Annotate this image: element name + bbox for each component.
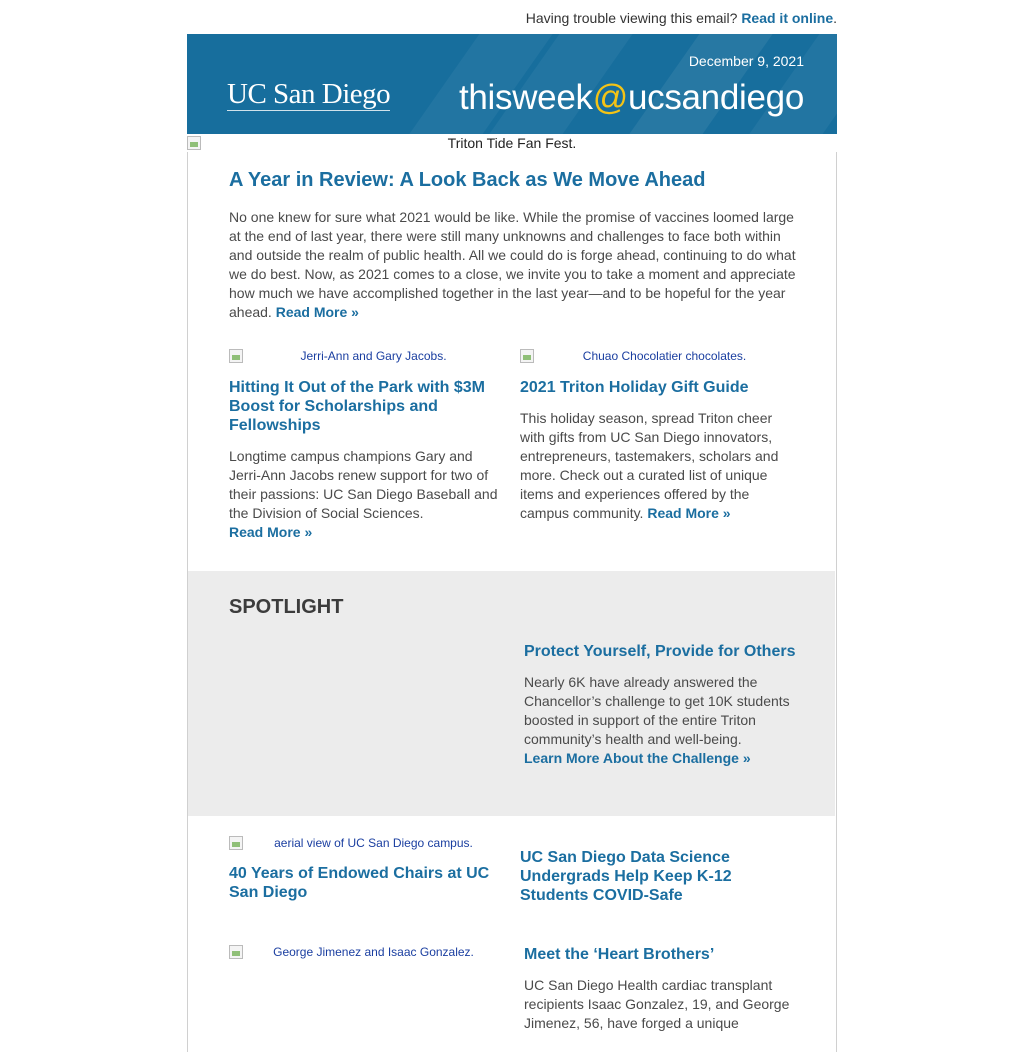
- story-body: UC San Diego Health cardiac transplant recipients Isaac Gonzalez, 19, and George Jimenez, 56, have forged a unique: [524, 977, 790, 1031]
- trouble-text: Having trouble viewing this email?: [525, 10, 738, 26]
- spotlight-title[interactable]: Protect Yourself, Provide for Others: [524, 643, 796, 660]
- lead-story-title[interactable]: A Year in Review: A Look Back as We Move Ahead: [229, 169, 706, 191]
- lead-story-body: No one knew for sure what 2021 would be like. While the promise of vaccines loomed large at the end of last year, there were still many unknowns and challenges to face both within and outside the realm of public health. All we could do is forge ahead, continuing to do what we do best. Now, as 2021 comes to a close, we invite you to take a moment and appreciate how much we have accomplished together in the last year—and to be hopeful for the year ahead. Read More »: [229, 209, 796, 320]
- story-title[interactable]: Meet the ‘Heart Brothers’: [524, 946, 715, 963]
- spotlight-heading: SPOTLIGHT: [229, 596, 344, 618]
- story-title[interactable]: UC San Diego Data Science Undergrads Help Keep K-12 Students COVID-Safe: [520, 849, 732, 904]
- story-card: [229, 836, 504, 902]
- story-card: [520, 848, 795, 905]
- lead-read-more-link[interactable]: Read More »: [275, 304, 359, 320]
- issue-date: December 9, 2021: [688, 53, 804, 69]
- read-online-link[interactable]: Read it online: [741, 10, 834, 26]
- spotlight-body: Nearly 6K have already answered the Chancellor’s challenge to get 10K students boosted in support of the entire Triton community’s health and well-being.: [524, 674, 790, 747]
- broken-image-icon: [229, 945, 243, 959]
- story-body: This holiday season, spread Triton cheer with gifts from UC San Diego innovators, entrepreneurs, tastemakers, scholars and more. Check out a curated list of unique items and experiences offered by the campus community. Read More »: [520, 410, 779, 521]
- spotlight-learn-more-link[interactable]: Learn More About the Challenge »: [524, 750, 751, 766]
- broken-image-icon: [229, 349, 243, 363]
- story-image[interactable]: Chuao Chocolatier chocolates.: [520, 349, 795, 363]
- broken-image-icon: [520, 349, 534, 363]
- email-header: [187, 34, 837, 134]
- story-card: [229, 349, 504, 542]
- view-online-bar: Having trouble viewing this email? Read it online.: [525, 10, 837, 26]
- story-read-more-link[interactable]: Read More »: [647, 505, 731, 521]
- story-card: [524, 945, 799, 1033]
- story-image-wrap: [229, 945, 504, 959]
- spotlight-card: [524, 642, 799, 768]
- ucsd-logo[interactable]: UC San Diego: [227, 78, 391, 110]
- story-body: Longtime campus champions Gary and Jerri-Ann Jacobs renew support for two of their passions: UC San Diego Baseball and the Division of Social Sciences.: [229, 448, 498, 521]
- story-title[interactable]: 2021 Triton Holiday Gift Guide: [520, 379, 749, 396]
- story-title[interactable]: 40 Years of Endowed Chairs at UC San Diego: [229, 865, 490, 901]
- broken-image-icon: [229, 836, 243, 850]
- story-image[interactable]: Jerri-Ann and Gary Jacobs.: [229, 349, 504, 363]
- story-image[interactable]: aerial view of UC San Diego campus.: [229, 836, 504, 850]
- story-card: [520, 349, 795, 523]
- story-image[interactable]: George Jimenez and Isaac Gonzalez.: [229, 945, 504, 959]
- story-title[interactable]: Hitting It Out of the Park with $3M Boost for Scholarships and Fellowships: [229, 379, 485, 434]
- hero-image[interactable]: Triton Tide Fan Fest.: [447, 135, 577, 151]
- story-read-more-link[interactable]: Read More »: [229, 524, 313, 540]
- newsletter-brand[interactable]: thisweek@ucsandiego: [458, 78, 804, 117]
